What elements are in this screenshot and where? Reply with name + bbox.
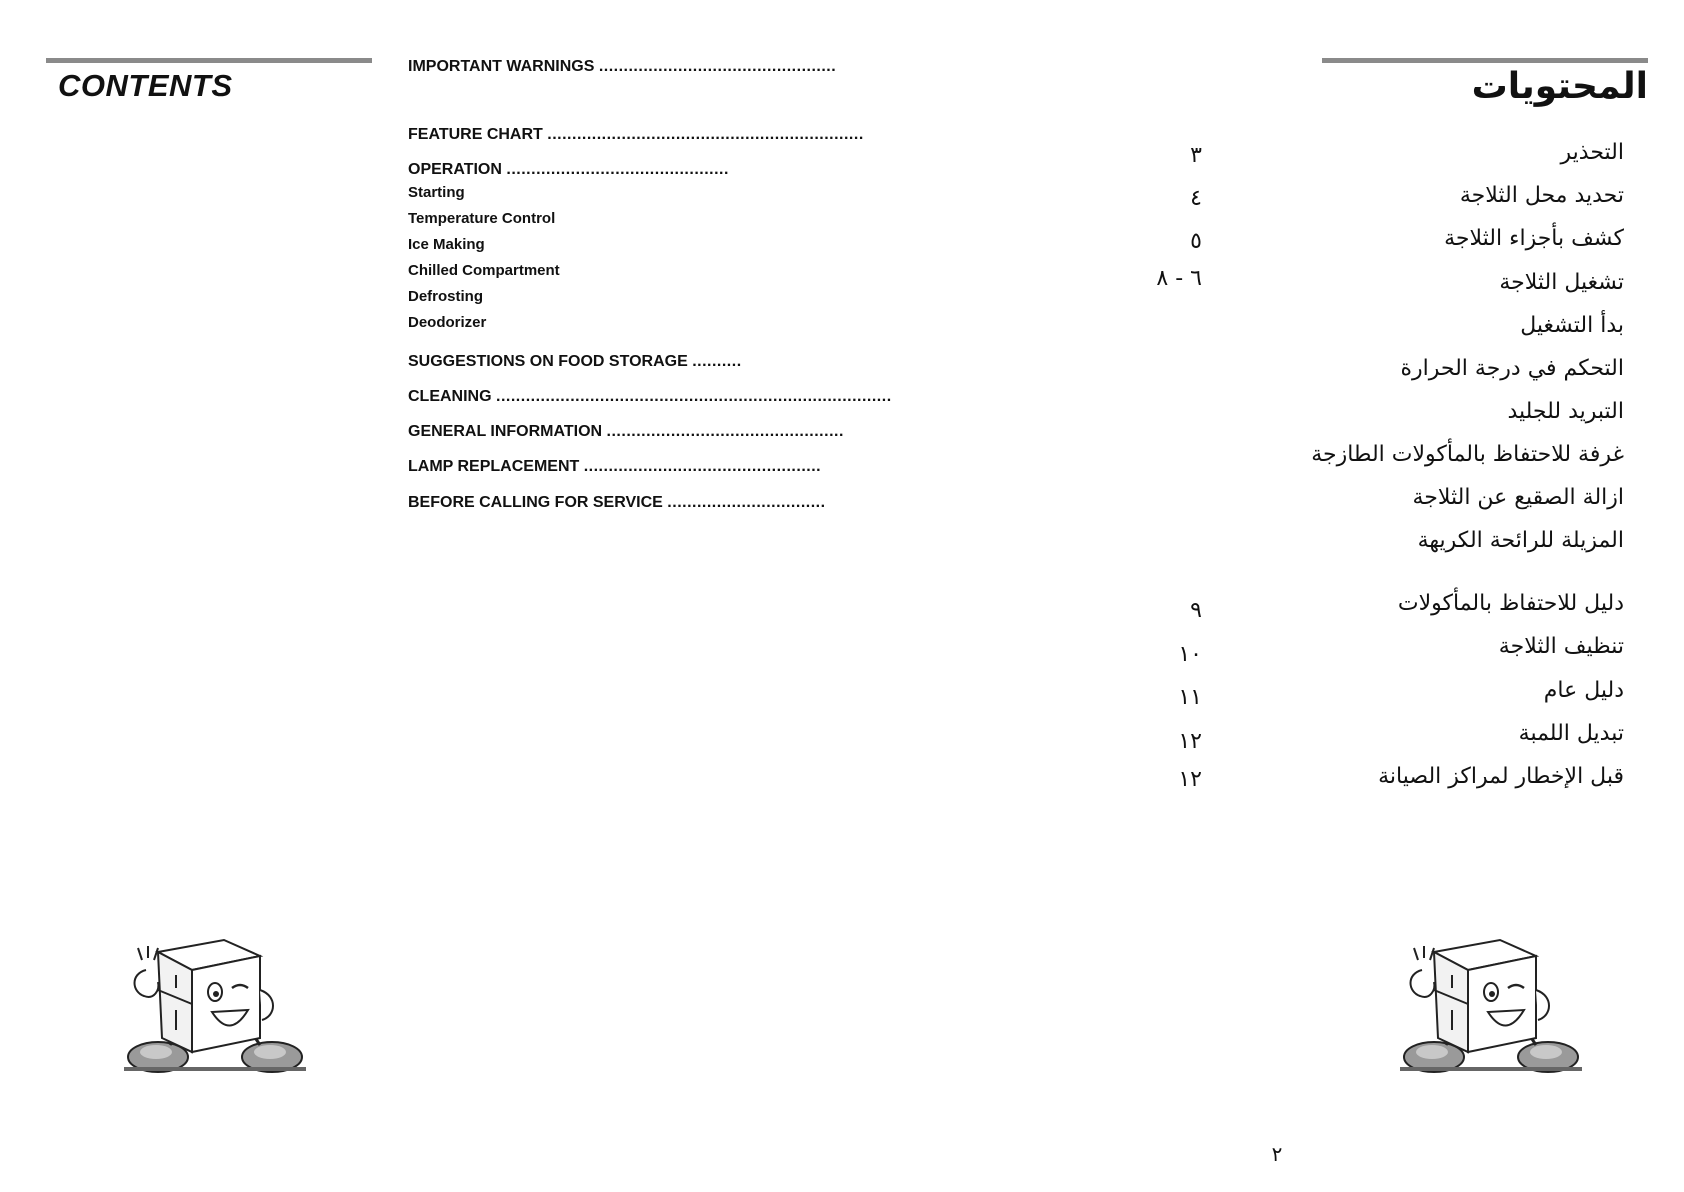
toc-en-leader: ................................................ xyxy=(606,423,844,440)
header-rule-left xyxy=(46,58,372,63)
toc-ar-item: التحذير xyxy=(1560,140,1624,165)
toc-en-label: CLEANING xyxy=(408,388,492,405)
toc-ar-item: المزيلة للرائحة الكريهة xyxy=(1417,528,1624,553)
toc-en-item-important-warnings xyxy=(408,58,837,80)
toc-ar-page: ١٢ xyxy=(1178,767,1202,792)
toc-ar-page: ٣ xyxy=(1190,143,1202,168)
toc-en-label: BEFORE CALLING FOR SERVICE xyxy=(408,494,663,511)
toc-en-leader: ................................................................ xyxy=(547,126,864,143)
toc-ar-item: بدأ التشغيل xyxy=(1520,313,1624,338)
header-rule-right xyxy=(1322,58,1648,63)
toc-en-label: SUGGESTIONS ON FOOD STORAGE xyxy=(408,353,688,370)
toc-en-label: FEATURE CHART xyxy=(408,126,543,143)
toc-en-leader: .......... xyxy=(692,353,742,370)
toc-ar-item: كشف بأجزاء الثلاجة xyxy=(1444,226,1624,251)
toc-en-subitem: Ice Making xyxy=(408,236,485,253)
contents-title-ar: المحتويات xyxy=(1471,66,1648,107)
refrigerator-mascot-icon xyxy=(1396,930,1586,1080)
toc-ar-page: ٩ xyxy=(1190,598,1202,623)
toc-en-leader: ................................ xyxy=(667,494,826,511)
toc-en-leader: ................................................ xyxy=(598,58,837,75)
toc-ar-page: ٦ - ٨ xyxy=(1156,266,1202,291)
toc-ar-item: دليل عام xyxy=(1543,678,1624,703)
toc-ar-page: ١٢ xyxy=(1178,729,1202,754)
refrigerator-mascot-icon xyxy=(120,930,310,1080)
toc-ar-item: تبديل اللمبة xyxy=(1518,721,1624,746)
toc-ar-page: ٥ xyxy=(1190,229,1202,254)
toc-ar-item: تنظيف الثلاجة xyxy=(1498,634,1624,659)
toc-en-item-general-information xyxy=(408,423,844,445)
toc-en-item-feature-chart xyxy=(408,126,864,148)
toc-ar-page: ١١ xyxy=(1178,685,1202,710)
toc-ar-item: دليل للاحتفاظ بالمأكولات xyxy=(1397,591,1624,616)
toc-en-leader: ................................................................................ xyxy=(496,388,892,405)
toc-en-subitem: Chilled Compartment xyxy=(408,262,560,279)
toc-ar-item: تحديد محل الثلاجة xyxy=(1459,183,1624,208)
toc-en-label: OPERATION xyxy=(408,161,502,178)
toc-en-item-lamp-replacement xyxy=(408,458,822,480)
toc-en-subitem: Deodorizer xyxy=(408,314,487,331)
toc-ar-item: ازالة الصقيع عن الثلاجة xyxy=(1412,485,1624,510)
toc-en-item-operation xyxy=(408,161,768,183)
toc-en-item-cleaning xyxy=(408,388,892,410)
toc-en-label: IMPORTANT WARNINGS xyxy=(408,58,595,75)
toc-ar-item: التبريد للجليد xyxy=(1507,399,1624,424)
contents-title-en: CONTENTS xyxy=(58,68,233,103)
toc-en-item-before-calling-service xyxy=(408,494,826,516)
toc-ar-item: تشغيل الثلاجة xyxy=(1499,270,1624,295)
toc-en-item-food-storage xyxy=(408,353,768,375)
toc-en-leader: ............................................. xyxy=(506,161,729,178)
toc-ar-page: ١٠ xyxy=(1178,642,1202,667)
toc-en-label: GENERAL INFORMATION xyxy=(408,423,603,440)
toc-ar-item: التحكم في درجة الحرارة xyxy=(1400,356,1624,381)
toc-en-label: LAMP REPLACEMENT xyxy=(408,458,580,475)
toc-en-subitem: Temperature Control xyxy=(408,210,556,227)
toc-ar-item: قبل الإخطار لمراكز الصيانة xyxy=(1378,764,1624,789)
toc-ar-item: غرفة للاحتفاظ بالمأكولات الطازجة xyxy=(1311,442,1624,467)
toc-ar-page: ٤ xyxy=(1190,186,1202,211)
page-number: ٢ xyxy=(1271,1142,1283,1166)
toc-en-subitem: Starting xyxy=(408,184,465,201)
toc-en-subitem: Defrosting xyxy=(408,288,483,305)
toc-en-leader: ................................................ xyxy=(583,458,822,475)
